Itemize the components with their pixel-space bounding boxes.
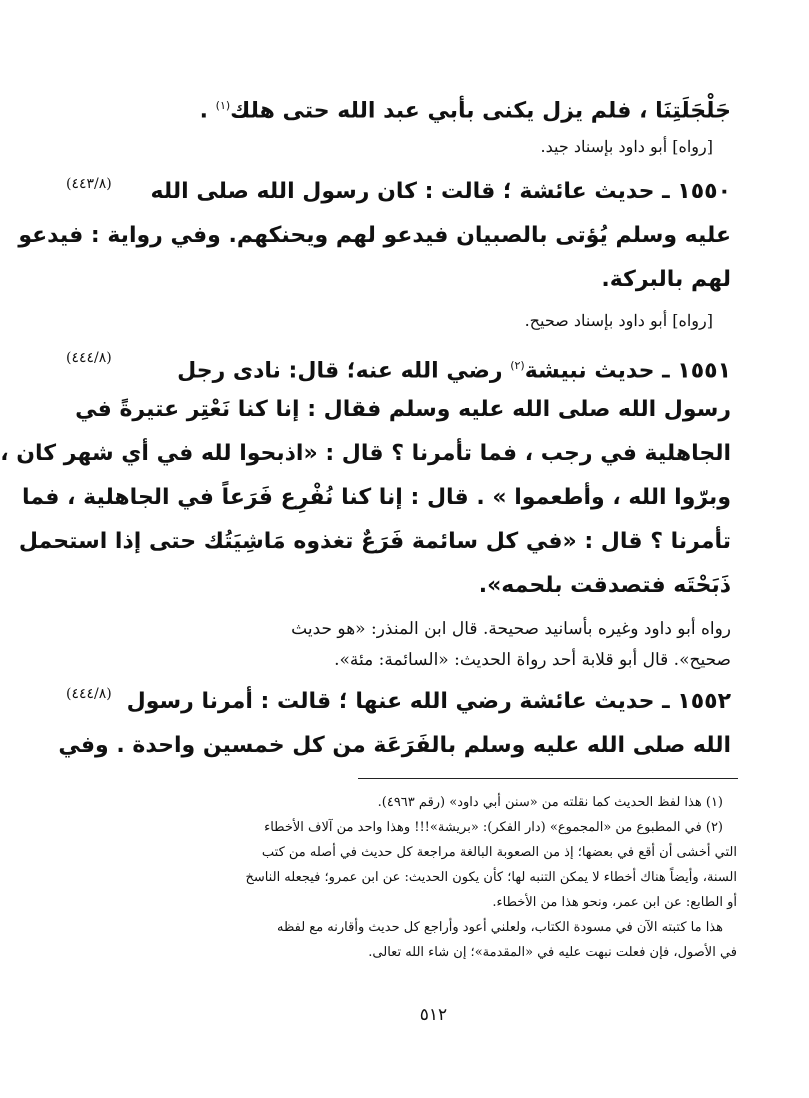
hadith-line: ١٥٥٠ ـ حديث عائشة ؛ قالت : كان رسول الله صلى الله	[150, 179, 731, 204]
opening-reference: [رواه] أبو داود بإسناد جيد.	[540, 137, 713, 156]
opening-text-end: .	[199, 98, 216, 124]
main-text	[0, 84, 731, 768]
footnotes	[130, 790, 737, 965]
commentary-line: رواه أبو داود وغيره بأسانيد صحيحة. قال ابن المنذر: «هو حديث	[291, 619, 731, 639]
hadith-line-rest: رضي الله عنه؛ قال: نادى رجل	[177, 358, 511, 384]
hadith-1552	[58, 680, 731, 768]
footnote-2-continued: التي أخشى أن أقع في بعضها؛ إذ من الصعوبة البالغة مراجعة كل حديث في أصله من كتب	[261, 845, 737, 860]
hadith-line-start: ١٥٥١ ـ حديث نبيشة	[524, 358, 731, 384]
footnote-2-note: في الأصول، فإن فعلت نبهت عليه في «المقدمة»؛ إن شاء الله تعالى.	[368, 945, 737, 960]
side-reference: (٤٤٤/٨)	[66, 686, 112, 702]
footnote-2-continued: السنة، وأيضاً هناك أخطاء لا يمكن التنبه لها؛ كأن يكون الحديث: عن ابن عمرو؛ فيجعله الناسخ	[245, 870, 737, 885]
hadith-line: الله صلى الله عليه وسلم بالفَرَعَة من كل خمسين واحدة . وفي	[58, 733, 731, 758]
hadith-1551	[0, 344, 731, 676]
hadith-1550	[18, 170, 731, 336]
side-reference: (٤٤٤/٨)	[66, 350, 112, 366]
hadith-line: وبرّوا الله ، وأطعموا » . قال : إنا كنا نُفْرِع فَرَعاً في الجاهلية ، فما	[22, 485, 731, 510]
hadith-line: الجاهلية في رجب ، فما تأمرنا ؟ قال : «اذبحوا لله في أي شهر كان ،	[0, 441, 731, 466]
hadith-line: تأمرنا ؟ قال : «في كل سائمة فَرَعٌ تغذوه مَاشِيَتُك حتى إذا استحمل	[18, 529, 731, 554]
footnote-2-continued: أو الطابع: عن ابن عمر، ونحو هذا من الأخطاء.	[492, 895, 737, 910]
footnote-marker-1: (١)	[215, 99, 231, 112]
hadith-line: ذَبَحْتَه فتصدقت بلحمه».	[478, 573, 731, 598]
hadith-line	[130, 344, 731, 388]
hadith-line: عليه وسلم يُؤتى بالصبيان فيدعو لهم ويحنكهم. وفي رواية : فيدعو	[18, 223, 731, 248]
opening-text: جَلْجَلَتِنَا ، فلم يزل يكنى بأبي عبد الله حتى هلك	[230, 98, 731, 124]
footnote-divider	[358, 778, 738, 779]
hadith-line: رسول الله صلى الله عليه وسلم فقال : إنا كنا نَعْتِر عتيرةً في	[75, 397, 731, 422]
opening-line	[130, 84, 731, 128]
footnote-1: (١) هذا لفظ الحديث كما نقلته من «سنن أبي داود» (رقم ٤٩٦٣).	[377, 795, 723, 810]
hadith-commentary	[130, 614, 731, 676]
commentary-line: صحيح». قال أبو قلابة أحد رواة الحديث: «السائمة: مئة».	[334, 650, 731, 670]
side-reference: (٤٤٣/٨)	[66, 176, 112, 192]
page-number: ٥١٢	[419, 1005, 448, 1025]
footnote-marker-2: (٢)	[510, 359, 525, 372]
footnote-2-note: هذا ما كتبته الآن في مسودة الكتاب، ولعلني أعود وأراجع كل حديث وأقارنه مع لفظه	[276, 920, 723, 935]
hadith-line: ١٥٥٢ ـ حديث عائشة رضي الله عنها ؛ قالت : أمرنا رسول	[126, 689, 731, 714]
hadith-reference: [رواه] أبو داود بإسناد صحيح.	[524, 311, 713, 330]
hadith-line: لهم بالبركة.	[601, 267, 731, 292]
footnote-2: (٢) في المطبوع من «المجموع» (دار الفكر): «بريشة»!!! وهذا واحد من آلاف الأخطاء	[264, 820, 723, 835]
